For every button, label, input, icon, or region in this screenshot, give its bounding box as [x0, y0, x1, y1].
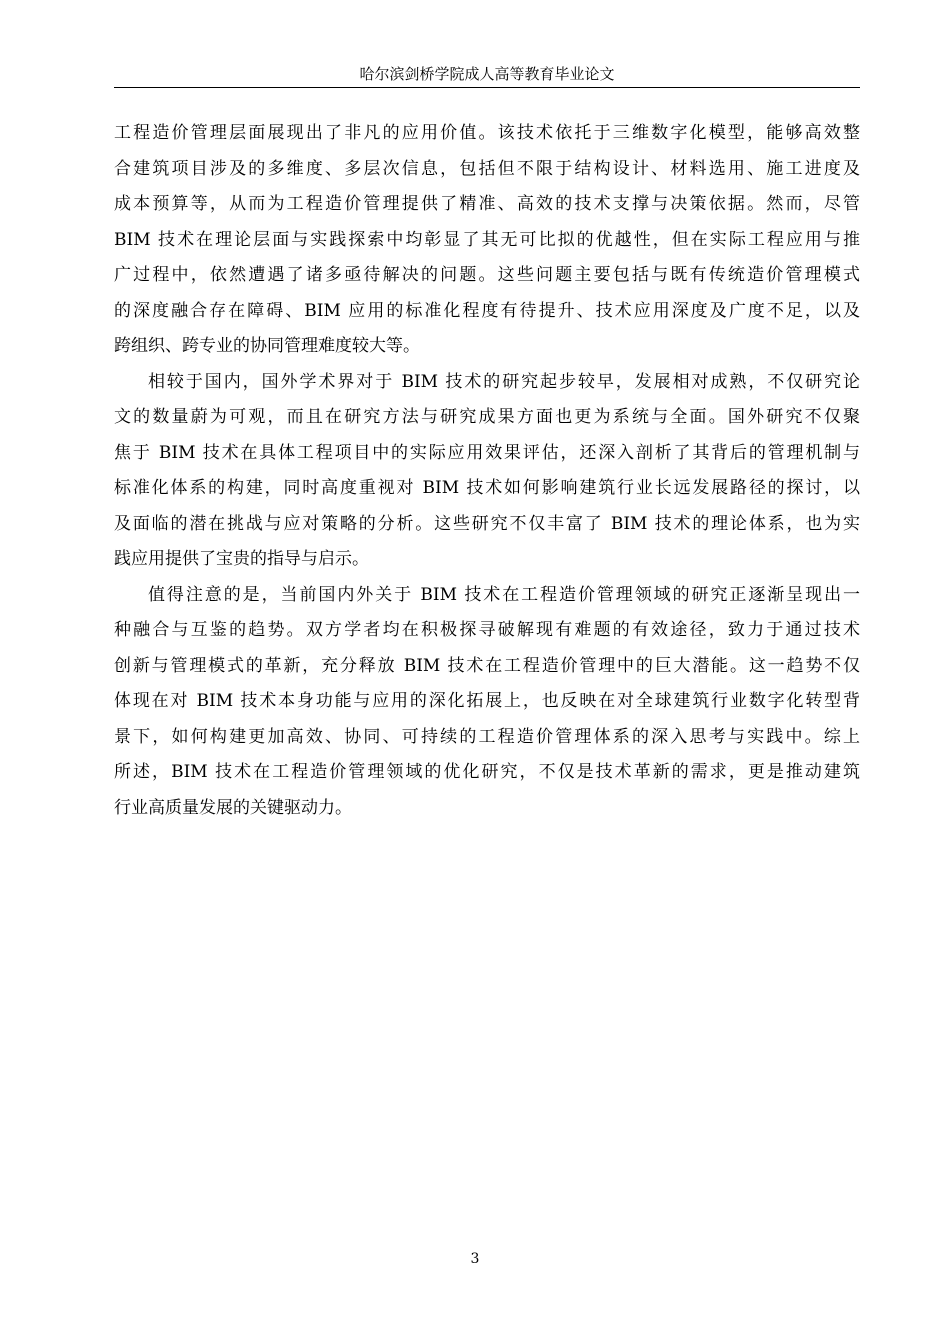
paragraph-line: 合建筑项目涉及的多维度、多层次信息，包括但不限于结构设计、材料选用、施工进度及: [114, 158, 860, 179]
paragraph-line: 跨组织、跨专业的协同管理难度较大等。: [114, 336, 420, 356]
paragraph-line: 种融合与互鉴的趋势。双方学者均在积极探寻破解现有难题的有效途径，致力于通过技术: [114, 620, 860, 640]
paragraph-line: 景下，如何构建更加高效、协同、可持续的工程造价管理体系的深入思考与实践中。综上: [114, 726, 860, 747]
paragraph-line: 标准化体系的构建，同时高度重视对 BIM 技术如何影响建筑行业长远发展路径的探讨，以: [114, 478, 860, 498]
running-header: 哈尔滨剑桥学院成人高等教育毕业论文: [359, 65, 615, 83]
paragraph-line: 体现在对 BIM 技术本身功能与应用的深化拓展上，也反映在对全球建筑行业数字化转型背: [114, 691, 860, 711]
paragraph-line: 所述，BIM 技术在工程造价管理领域的优化研究，不仅是技术革新的需求，更是推动建筑: [114, 762, 860, 782]
paragraph-line: 工程造价管理层面展现出了非凡的应用价值。该技术依托于三维数字化模型，能够高效整: [114, 123, 860, 143]
paragraph-line: 广过程中，依然遭遇了诸多亟待解决的问题。这些问题主要包括与既有传统造价管理模式: [114, 265, 860, 285]
paragraph-line: 创新与管理模式的革新，充分释放 BIM 技术在工程造价管理中的巨大潜能。这一趋势不仅: [114, 655, 860, 676]
paragraph-line: 焦于 BIM 技术在具体工程项目中的实际应用效果评估，还深入剖析了其背后的管理机制与: [114, 442, 860, 463]
header-rule: [114, 87, 860, 88]
body-text: [114, 116, 860, 826]
paragraph-line: 值得注意的是，当前国内外关于 BIM 技术在工程造价管理领域的研究正逐渐呈现出一: [148, 584, 860, 605]
paragraph-3: [114, 578, 860, 827]
paragraph-2: [114, 365, 860, 578]
paragraph-line: 行业高质量发展的关键驱动力。: [114, 797, 352, 818]
paragraph-line: 及面临的潜在挑战与应对策略的分析。这些研究不仅丰富了 BIM 技术的理论体系，也为实: [114, 513, 860, 534]
paragraph-line: 的深度融合存在障碍、BIM 应用的标准化程度有待提升、技术应用深度及广度不足，以及: [114, 300, 860, 321]
paragraph-line: 文的数量蔚为可观，而且在研究方法与研究成果方面也更为系统与全面。国外研究不仅聚: [114, 407, 860, 427]
page-number: 3: [470, 1251, 480, 1267]
paragraph-line: BIM 技术在理论层面与实践探索中均彰显了其无可比拟的优越性，但在实际工程应用与推: [114, 229, 860, 250]
paragraph-1: [114, 116, 860, 365]
paragraph-line: 相较于国内，国外学术界对于 BIM 技术的研究起步较早，发展相对成熟，不仅研究论: [148, 371, 860, 392]
paragraph-line: 践应用提供了宝贵的指导与启示。: [114, 549, 369, 569]
paragraph-line: 成本预算等，从而为工程造价管理提供了精准、高效的技术支撑与决策依据。然而，尽管: [114, 194, 860, 214]
